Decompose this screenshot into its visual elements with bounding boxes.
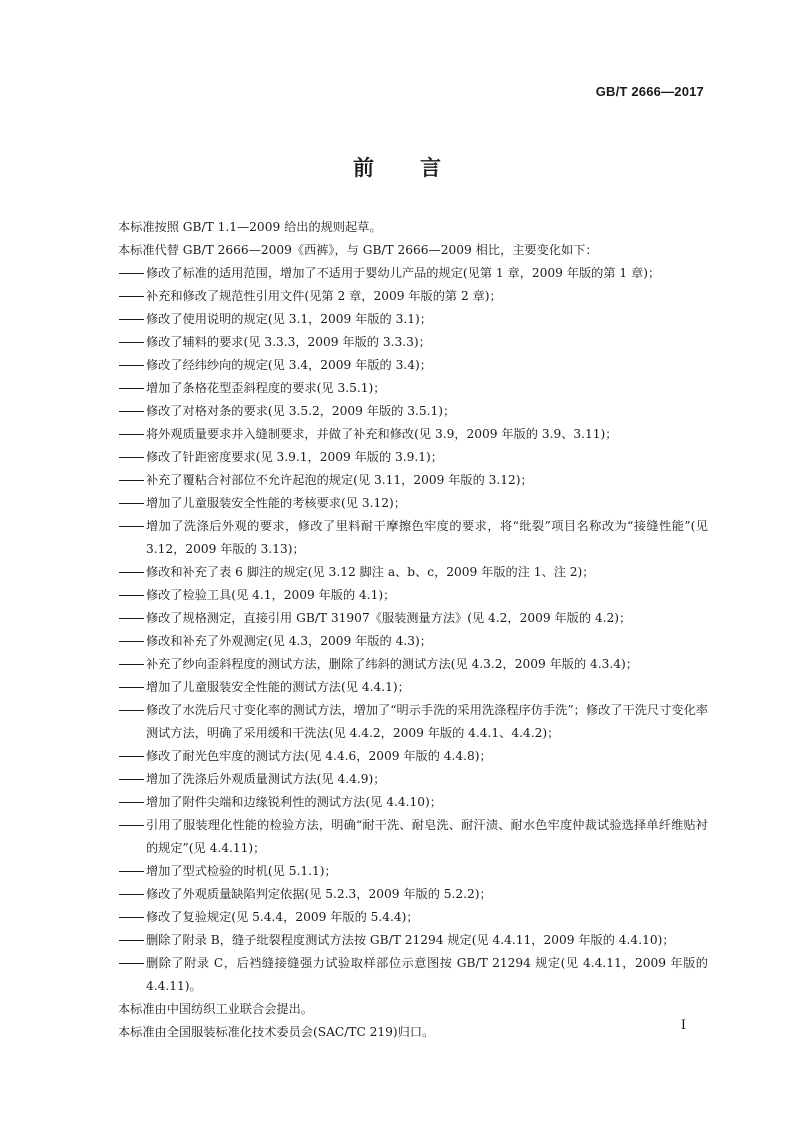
list-item-text: 修改了使用说明的规定(见 3.1，2009 年版的 3.1)； bbox=[146, 312, 432, 326]
list-item bbox=[118, 492, 708, 515]
dash-marker bbox=[118, 791, 146, 814]
list-item-text: 修改了经纬纱向的规定(见 3.4，2009 年版的 3.4)； bbox=[146, 358, 432, 372]
dash-marker bbox=[118, 354, 146, 377]
dash-marker bbox=[118, 262, 146, 285]
list-item bbox=[118, 423, 708, 446]
list-item-text: 增加了儿童服装安全性能的测试方法(见 4.4.1)； bbox=[146, 680, 410, 694]
dash-marker bbox=[118, 630, 146, 653]
list-item-text: 修改和补充了表 6 脚注的规定(见 3.12 脚注 a、b、c，2009 年版的注 1、注 2)； bbox=[146, 565, 595, 579]
list-item bbox=[118, 561, 708, 584]
list-item bbox=[118, 653, 708, 676]
dash-marker bbox=[118, 308, 146, 331]
list-item bbox=[118, 377, 708, 400]
dash-marker bbox=[118, 860, 146, 883]
list-item-text: 增加了洗涤后外观的要求，修改了里料耐干摩擦色牢度的要求，将“纰裂”项目名称改为“接缝性能”(见 3.12，2009 年版的 3.13)； bbox=[146, 519, 708, 556]
dash-marker bbox=[118, 883, 146, 906]
dash-marker bbox=[118, 584, 146, 607]
list-item bbox=[118, 354, 708, 377]
list-item bbox=[118, 929, 708, 952]
dash-marker bbox=[118, 929, 146, 952]
list-item bbox=[118, 906, 708, 929]
list-item-text: 修改了标准的适用范围，增加了不适用于婴幼儿产品的规定(见第 1 章，2009 年版的第 1 章)； bbox=[146, 266, 661, 280]
list-item bbox=[118, 446, 708, 469]
list-item-text: 删除了附录 B，缝子纰裂程度测试方法按 GB/T 21294 规定(见 4.4.11，2009 年版的 4.4.10)； bbox=[146, 933, 675, 947]
list-item bbox=[118, 285, 708, 308]
list-item-text: 修改了对格对条的要求(见 3.5.2，2009 年版的 3.5.1)； bbox=[146, 404, 456, 418]
intro-paragraph: 本标准代替 GB/T 2666—2009《西裤》，与 GB/T 2666—2009 相比，主要变化如下： bbox=[118, 243, 598, 257]
list-item bbox=[118, 331, 708, 354]
list-item-text: 补充了纱向歪斜程度的测试方法，删除了纬斜的测试方法(见 4.3.2，2009 年版的 4.3.4)； bbox=[146, 657, 638, 671]
list-item-text: 修改了水洗后尺寸变化率的测试方法，增加了“明示手洗的采用洗涤程序仿手洗”；修改了干洗尺寸变化率测试方法，明确了采用缓和干洗法(见 4.4.2，2009 年版的 4.4.1、4.4.2)； bbox=[146, 703, 708, 740]
list-item-text: 修改了检验工具(见 4.1，2009 年版的 4.1)； bbox=[146, 588, 396, 602]
dash-marker bbox=[118, 906, 146, 929]
list-item-text: 修改了针距密度要求(见 3.9.1，2009 年版的 3.9.1)； bbox=[146, 450, 443, 464]
dash-marker bbox=[118, 331, 146, 354]
page-title: 前言 bbox=[353, 156, 487, 180]
dash-marker bbox=[118, 400, 146, 423]
dash-marker bbox=[118, 699, 146, 745]
list-item bbox=[118, 515, 708, 561]
list-item-text: 增加了条格花型歪斜程度的要求(见 3.5.1)； bbox=[146, 381, 386, 395]
list-item-text: 补充了覆粘合衬部位不允许起泡的规定(见 3.11，2009 年版的 3.12)； bbox=[146, 473, 533, 487]
dash-marker bbox=[118, 446, 146, 469]
page-number: I bbox=[680, 1018, 686, 1033]
dash-marker bbox=[118, 492, 146, 515]
list-item bbox=[118, 308, 708, 331]
list-item bbox=[118, 791, 708, 814]
list-item bbox=[118, 400, 708, 423]
list-item bbox=[118, 952, 708, 998]
list-item-text: 修改了辅料的要求(见 3.3.3，2009 年版的 3.3.3)； bbox=[146, 335, 431, 349]
list-item bbox=[118, 676, 708, 699]
list-item bbox=[118, 584, 708, 607]
standard-number: GB/T 2666—2017 bbox=[595, 84, 704, 99]
list-item bbox=[118, 469, 708, 492]
list-item-text: 修改了耐光色牢度的测试方法(见 4.4.6，2009 年版的 4.4.8)； bbox=[146, 749, 492, 763]
list-item-text: 增加了附件尖端和边缘锐利性的测试方法(见 4.4.10)； bbox=[146, 795, 442, 809]
list-item bbox=[118, 699, 708, 745]
dash-marker bbox=[118, 607, 146, 630]
dash-marker bbox=[118, 745, 146, 768]
dash-marker bbox=[118, 952, 146, 998]
dash-marker bbox=[118, 814, 146, 860]
dash-marker bbox=[118, 285, 146, 308]
list-item bbox=[118, 883, 708, 906]
dash-marker bbox=[118, 377, 146, 400]
list-item-text: 引用了服装理化性能的检验方法，明确“耐干洗、耐皂洗、耐汗渍、耐水色牢度仲裁试验选择单纤维贴衬的规定”(见 4.4.11)； bbox=[146, 818, 708, 855]
list-item bbox=[118, 745, 708, 768]
list-item-text: 增加了洗涤后外观质量测试方法(见 4.4.9)； bbox=[146, 772, 386, 786]
foreword-body bbox=[118, 216, 708, 1044]
list-item-text: 修改了规格测定，直接引用 GB/T 31907《服装测量方法》(见 4.2，2009 年版的 4.2)； bbox=[146, 611, 632, 625]
intro-paragraph: 本标准按照 GB/T 1.1—2009 给出的规则起草。 bbox=[118, 220, 382, 234]
list-item bbox=[118, 607, 708, 630]
dash-marker bbox=[118, 676, 146, 699]
closing-paragraph: 本标准由中国纺织工业联合会提出。 bbox=[118, 1002, 313, 1016]
dash-marker bbox=[118, 768, 146, 791]
dash-marker bbox=[118, 469, 146, 492]
list-item-text: 修改了复验规定(见 5.4.4，2009 年版的 5.4.4)； bbox=[146, 910, 419, 924]
list-item bbox=[118, 630, 708, 653]
list-item-text: 增加了型式检验的时机(见 5.1.1)； bbox=[146, 864, 337, 878]
dash-marker bbox=[118, 515, 146, 561]
list-item-text: 删除了附录 C，后裆缝接缝强力试验取样部位示意图按 GB/T 21294 规定(见 4.4.11，2009 年版的 4.4.11)。 bbox=[146, 956, 708, 993]
list-item bbox=[118, 860, 708, 883]
list-item-text: 修改了外观质量缺陷判定依据(见 5.2.3，2009 年版的 5.2.2)； bbox=[146, 887, 492, 901]
list-item bbox=[118, 262, 708, 285]
dash-marker bbox=[118, 423, 146, 446]
list-item-text: 补充和修改了规范性引用文件(见第 2 章，2009 年版的第 2 章)； bbox=[146, 289, 502, 303]
list-item bbox=[118, 814, 708, 860]
list-item bbox=[118, 768, 708, 791]
dash-marker bbox=[118, 561, 146, 584]
closing-paragraph: 本标准由全国服装标准化技术委员会(SAC/TC 219)归口。 bbox=[118, 1025, 435, 1039]
list-item-text: 修改和补充了外观测定(见 4.3，2009 年版的 4.3)； bbox=[146, 634, 432, 648]
dash-marker bbox=[118, 653, 146, 676]
list-item-text: 增加了儿童服装安全性能的考核要求(见 3.12)； bbox=[146, 496, 406, 510]
list-item-text: 将外观质量要求并入缝制要求，并做了补充和修改(见 3.9，2009 年版的 3.9、3.11)； bbox=[146, 427, 618, 441]
